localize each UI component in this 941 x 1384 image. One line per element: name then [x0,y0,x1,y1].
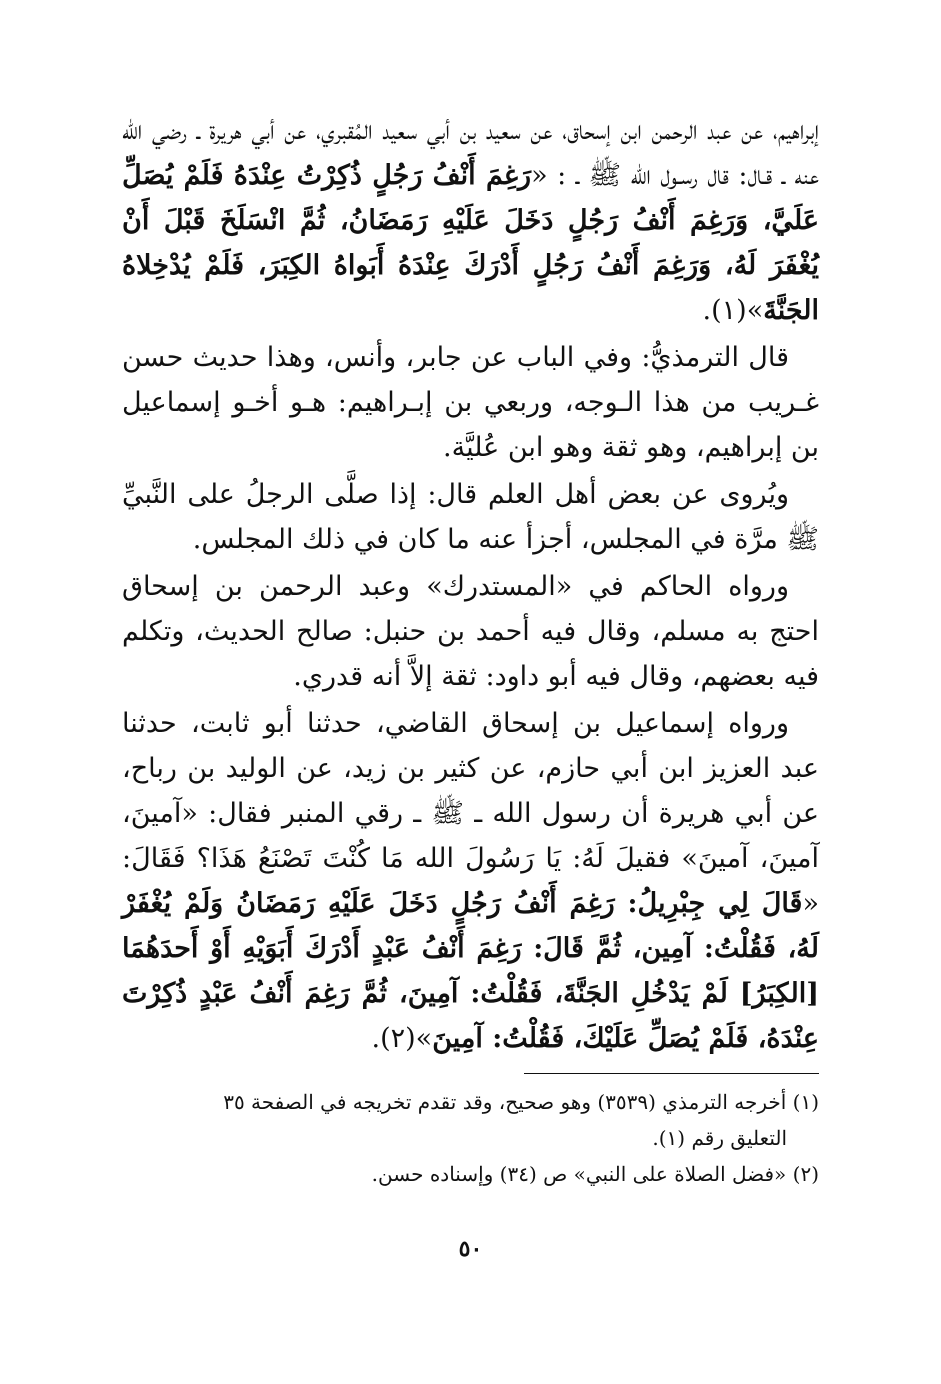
hadith-text: قَالَ لِي جِبْرِيلُ: رَغِمَ أَنْفُ رَجُلٍ دَخَلَ عَلَيْهِ رَمَضَانُ وَلَمْ يُغْفَرْ لَهُ، فَقُلْتُ: آمِين، ثُمَّ قَالَ: رَغِمَ أَنْفُ عَبْدٍ أَدْرَكَ أَبَوَيْهِ أَوْ أَحدَهُمَا [الكِبَرُ] لَمْ يَدْخُلِ الجَنَّةَ، فَقُلْتُ: آمِينَ، ثُمَّ رَغِمَ أَنْفُ عَبْدٍ ذُكِرْتَ عِنْدَهُ، فَلَمْ يُصَلِّ عَلَيْكَ، فَقُلْتُ: آمِينَ [122,888,819,1054]
paragraph-hakim-narration [122,564,819,699]
footnote-1-line-1: (١) أخرجه الترمذي (٣٥٣٩) وهو صحيح، وقد تقدم تخريجه في الصفحة ٣٥ [223,1090,819,1114]
footnote-1 [122,1084,819,1156]
footnote-2 [122,1156,819,1192]
text-run: »(١). [702,295,764,326]
footnote-1-line-2: التعليق رقم (١). [652,1126,787,1150]
main-text [122,108,819,1061]
footnotes [122,1084,819,1192]
text-run: ورواه الحاكم في «المستدرك» وعبد الرحمن بن إسحاق احتج به مسلم، وقال فيه أحمد بن حنبل: صالح الحديث، وتكلم فيه بعضهم، وقال فيه أبو داود: ثقة إلاَّ أنه قدري. [122,571,819,692]
text-run: قال الترمذيُّ: وفي الباب عن جابر، وأنس، وهذا حديث حسن غـريب من هذا الـوجه، وربعي بن إبـراهيم: هـو أخـو إسماعيل بن إبراهيم، وهو ثقة وهو ابن عُليَّة. [122,342,819,463]
paragraph-hadith-2 [122,701,819,1061]
hadith-text: رَغِمَ أَنْفُ رَجُلٍ ذُكِرْتُ عِنْدَهُ فَلَمْ يُصَلِّ عَلَيَّ، وَرَغِمَ أَنْفُ رَجُلٍ دَخَلَ عَلَيْهِ رَمَضَانُ، ثُمَّ انْسَلَخَ قَبْلَ أَنْ يُغْفَرَ لَهُ، وَرَغِمَ أَنْفُ رَجُلٍ أَدْرَكَ عِنْدَهُ أَبَواهُ الكِبَرَ، فَلَمْ يُدْخِلاهُ الجَنَّةَ [122,160,819,326]
paragraph-hadith-1 [122,108,819,333]
paragraph-scholars-opinion [122,472,819,562]
text-run: ويُروى عن بعض أهل العلم قال: إذا صلَّى الرجلُ على النَّبيِّ ﷺ مرَّة في المجلس، أجزأ عنه ما كان في ذلك المجلس. [122,479,819,555]
text-run: إبراهيم، عن عبد الرحمن ابن إسحاق، عن سعيد بن أبي سعيد المُقبري، عن أبي هريرة ـ رضي الله عنه ـ قـال: قال رسـول الله ﷺ ـ : « [122,115,819,191]
footnote-2-line-1: (٢) «فضل الصلاة على النبي» ص (٣٤) وإسناده حسن. [371,1162,819,1186]
paragraph-tirmidhi-comment [122,335,819,470]
page-number: ٥٠ [458,1236,483,1262]
footnote-separator [524,1073,819,1074]
text-run: ورواه إسماعيل بن إسحاق القاضي، حدثنا أبو ثابت، حدثنا عبد العزيز ابن أبي حازم، عن كثير بن زيد، عن الوليد بن رباح، عن أبي هريرة أن رسول الله ـ ﷺ ـ رقي المنبر فقال: «آمينَ، آمينَ، آمينَ» فقيلَ لَهُ: يَا رَسُولَ الله مَا كُنْتَ تَصْنَعُ هَذَا؟ فَقَالَ: « [122,708,819,919]
text-run: »(٢). [371,1023,433,1054]
